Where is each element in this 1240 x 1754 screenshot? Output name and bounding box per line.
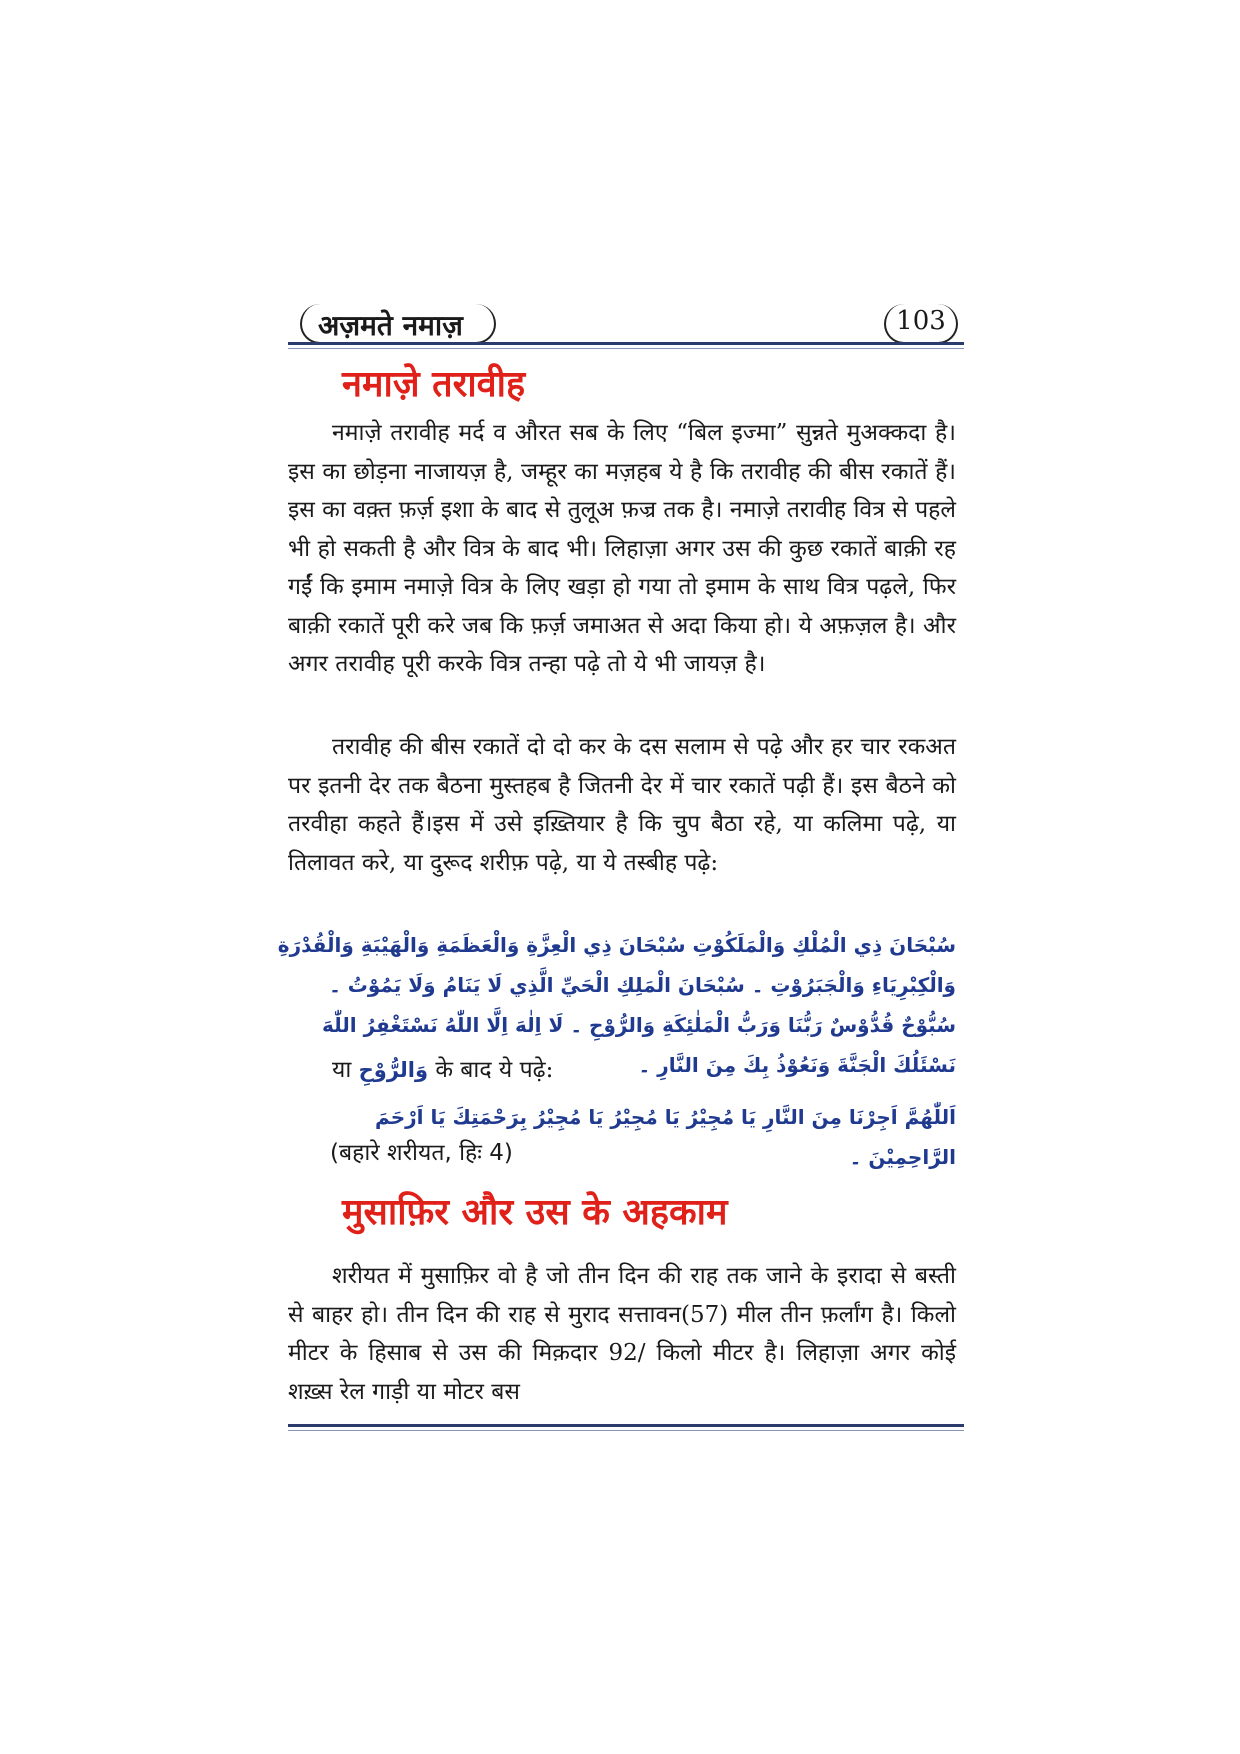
page-number: 103 xyxy=(896,306,946,336)
header-rule xyxy=(288,342,964,345)
arabic-tasbih: سُبْحَانَ ذِي الْمُلْكِ وَالْمَلَكُوْتِ سُبْحَانَ ذِي الْعِزَّةِ وَالْعَظَمَةِ وَالْهَيْبَةِ وَالْقُدْرَةِ وَالْكِبْرِيَاءِ وَالْجَبَرُوْتِ ۔ سُبْحَانَ الْمَلِكِ الْحَيِّ الَّذِي لَا يَنَامُ وَلَا يَمُوْتُ ۔ سُبُّوْحٌ قُدُّوْسٌ رَبُّنَا وَرَبُّ الْمَلٰئِكَةِ وَالرُّوْحِ ۔ لَا اِلٰهَ اِلَّا اللّٰهُ نَسْتَغْفِرُ اللّٰهَ نَسْئَلُكَ الْجَنَّةَ وَنَعُوْذُ بِكَ مِنَ النَّارِ ۔ xyxy=(277,933,956,1077)
header-rule-thin xyxy=(288,348,964,349)
ya-suffix: के बाद ये पढ़े: xyxy=(435,1057,554,1083)
footer-rule-thin xyxy=(288,1430,964,1431)
ya-instruction-line xyxy=(332,1052,553,1084)
source-reference: (बहारे शरीयत, हिः 4) xyxy=(330,1140,513,1166)
footer-rule xyxy=(288,1424,964,1427)
paragraph-musafir-1: शरीयत में मुसाफ़िर वो है जो तीन दिन की राह तक जाने के इरादा से बस्ती से बाहर हो। तीन दिन की राह से मुराद सत्तावन(57) मील तीन फ़र्लांग है। किलो मीटर के हिसाब से उस की मिक़दार 92/ किलो मीटर है। लिहाज़ा अगर कोई शख़्स रेल गाड़ी या मोटर बस xyxy=(288,1263,956,1405)
ya-prefix: या xyxy=(332,1057,352,1083)
section-heading-musafir: मुसाफ़िर और उस के अहकाम xyxy=(342,1192,728,1233)
section-heading-taraweeh: नमाज़े तरावीह xyxy=(342,364,526,405)
paragraph-taraweeh-2: तरावीह की बीस रकातें दो दो कर के दस सलाम से पढ़े और हर चार रकअत पर इतनी देर तक बैठना मुस्तहब है जितनी देर में चार रकातें पढ़ी हैं। इस बैठने को तरवीहा कहते हैं।इस में उसे इख़्तियार है कि चुप बैठा रहे, या कलिमा पढ़े, या तिलावत करे, या दुरूद शरीफ़ पढ़े, या ये तस्बीह पढ़े: xyxy=(288,734,956,876)
running-header-title: अज़मते नमाज़ xyxy=(318,309,463,342)
ya-arabic-word: وَالرُّوْحِ xyxy=(358,1058,429,1082)
paragraph-taraweeh-1: नमाज़े तरावीह मर्द व औरत सब के लिए “बिल इज्मा” सुन्नते मुअक्कदा है। इस का छोड़ना नाजायज़ है, जम्हूर का मज़हब ये है कि तरावीह की बीस रकातें हैं। इस का वक़्त फ़र्ज़ इशा के बाद से तुलूअ फ़ज्र तक है। नमाज़े तरावीह वित्र से पहले भी हो सकती है और वित्र के बाद भी। लिहाज़ा अगर उस की कुछ रकातें बाक़ी रह गईं कि इमाम नमाज़े वित्र के लिए खड़ा हो गया तो इमाम के साथ वित्र पढ़ले, फिर बाक़ी रकातें पूरी करे जब कि फ़र्ज़ जमाअत से अदा किया हो। ये अफ़ज़ल है। और अगर तरावीह पूरी करके वित्र तन्हा पढ़े तो ये भी जायज़ है। xyxy=(288,420,956,677)
arabic-dua: اَللّٰهُمَّ اَجِرْنَا مِنَ النَّارِ يَا مُجِيْرُ يَا مُجِيْرُ يَا مُجِيْرُ بِرَحْمَتِكَ يَا اَرْحَمَ الرَّاحِمِيْنَ ۔ xyxy=(375,1105,956,1169)
